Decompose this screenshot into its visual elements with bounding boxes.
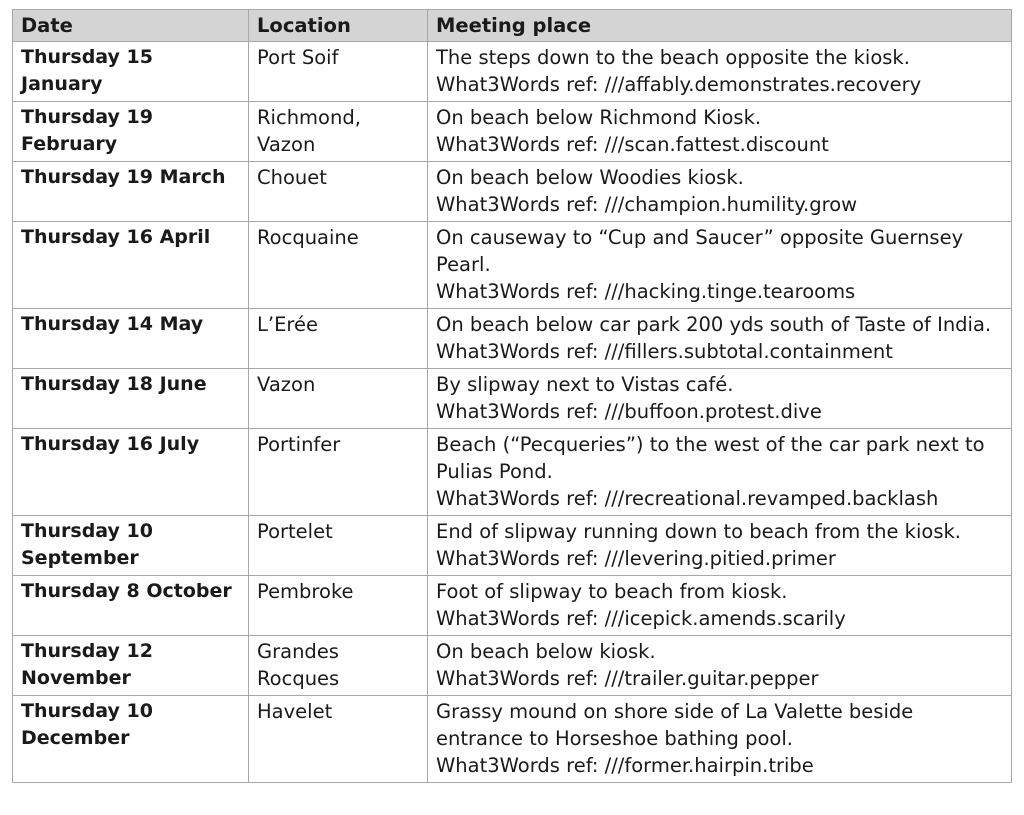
column-header-meeting-place: Meeting place: [428, 10, 1012, 42]
date-cell: Thursday 12 November: [13, 636, 249, 696]
meeting-place-cell: [428, 516, 1012, 576]
location-cell: Port Soif: [249, 42, 428, 102]
meeting-place-description: On beach below kiosk.: [436, 640, 656, 663]
date-cell: Thursday 16 July: [13, 429, 249, 516]
what3words-ref: What3Words ref: ///trailer.guitar.pepper: [436, 667, 819, 690]
meeting-place-cell: [428, 369, 1012, 429]
table-row: [13, 696, 1012, 783]
meeting-place-description: On causeway to “Cup and Saucer” opposite Guernsey Pearl.: [436, 226, 964, 276]
meeting-place-cell: [428, 102, 1012, 162]
location-cell: Portinfer: [249, 429, 428, 516]
table-row: [13, 222, 1012, 309]
column-header-date: Date: [13, 10, 249, 42]
meeting-schedule-table: [12, 9, 1012, 783]
location-cell: Richmond, Vazon: [249, 102, 428, 162]
what3words-ref: What3Words ref: ///recreational.revamped.backlash: [436, 487, 939, 510]
column-header-location: Location: [249, 10, 428, 42]
what3words-ref: What3Words ref: ///affably.demonstrates.recovery: [436, 73, 922, 96]
meeting-place-description: By slipway next to Vistas café.: [436, 373, 734, 396]
what3words-ref: What3Words ref: ///fillers.subtotal.containment: [436, 340, 893, 363]
meeting-place-description: Grassy mound on shore side of La Valette beside entrance to Horseshoe bathing pool.: [436, 700, 914, 750]
location-cell: L’Erée: [249, 309, 428, 369]
location-cell: Rocquaine: [249, 222, 428, 309]
table-row: [13, 162, 1012, 222]
meeting-place-description: On beach below Woodies kiosk.: [436, 166, 744, 189]
meeting-place-cell: [428, 696, 1012, 783]
meeting-place-cell: [428, 222, 1012, 309]
table-row: [13, 636, 1012, 696]
header-row: [13, 10, 1012, 42]
meeting-place-cell: [428, 429, 1012, 516]
date-cell: Thursday 18 June: [13, 369, 249, 429]
meeting-place-description: The steps down to the beach opposite the kiosk.: [436, 46, 910, 69]
meeting-place-cell: [428, 576, 1012, 636]
meeting-place-cell: [428, 636, 1012, 696]
what3words-ref: What3Words ref: ///icepick.amends.scarily: [436, 607, 846, 630]
date-cell: Thursday 10 September: [13, 516, 249, 576]
meeting-place-cell: [428, 162, 1012, 222]
date-cell: Thursday 15 January: [13, 42, 249, 102]
table-row: [13, 42, 1012, 102]
date-cell: Thursday 16 April: [13, 222, 249, 309]
location-cell: Vazon: [249, 369, 428, 429]
location-cell: Grandes Rocques: [249, 636, 428, 696]
table-row: [13, 309, 1012, 369]
meeting-place-cell: [428, 309, 1012, 369]
table-row: [13, 429, 1012, 516]
table-body: [13, 42, 1012, 783]
meeting-place-description: On beach below car park 200 yds south of Taste of India.: [436, 313, 992, 336]
location-cell: Pembroke: [249, 576, 428, 636]
location-cell: Chouet: [249, 162, 428, 222]
location-cell: Portelet: [249, 516, 428, 576]
meeting-place-description: Beach (“Pecqueries”) to the west of the car park next to Pulias Pond.: [436, 433, 985, 483]
what3words-ref: What3Words ref: ///former.hairpin.tribe: [436, 754, 814, 777]
date-cell: Thursday 19 February: [13, 102, 249, 162]
meeting-place-description: End of slipway running down to beach from the kiosk.: [436, 520, 961, 543]
table-row: [13, 516, 1012, 576]
what3words-ref: What3Words ref: ///champion.humility.grow: [436, 193, 858, 216]
what3words-ref: What3Words ref: ///hacking.tinge.tearooms: [436, 280, 856, 303]
table-row: [13, 576, 1012, 636]
date-cell: Thursday 8 October: [13, 576, 249, 636]
table-row: [13, 102, 1012, 162]
date-cell: Thursday 14 May: [13, 309, 249, 369]
what3words-ref: What3Words ref: ///levering.pitied.primer: [436, 547, 836, 570]
location-cell: Havelet: [249, 696, 428, 783]
meeting-place-description: Foot of slipway to beach from kiosk.: [436, 580, 788, 603]
meeting-place-description: On beach below Richmond Kiosk.: [436, 106, 762, 129]
table-header: [13, 10, 1012, 42]
what3words-ref: What3Words ref: ///scan.fattest.discount: [436, 133, 829, 156]
date-cell: Thursday 10 December: [13, 696, 249, 783]
table-row: [13, 369, 1012, 429]
meeting-place-cell: [428, 42, 1012, 102]
date-cell: Thursday 19 March: [13, 162, 249, 222]
what3words-ref: What3Words ref: ///buffoon.protest.dive: [436, 400, 822, 423]
